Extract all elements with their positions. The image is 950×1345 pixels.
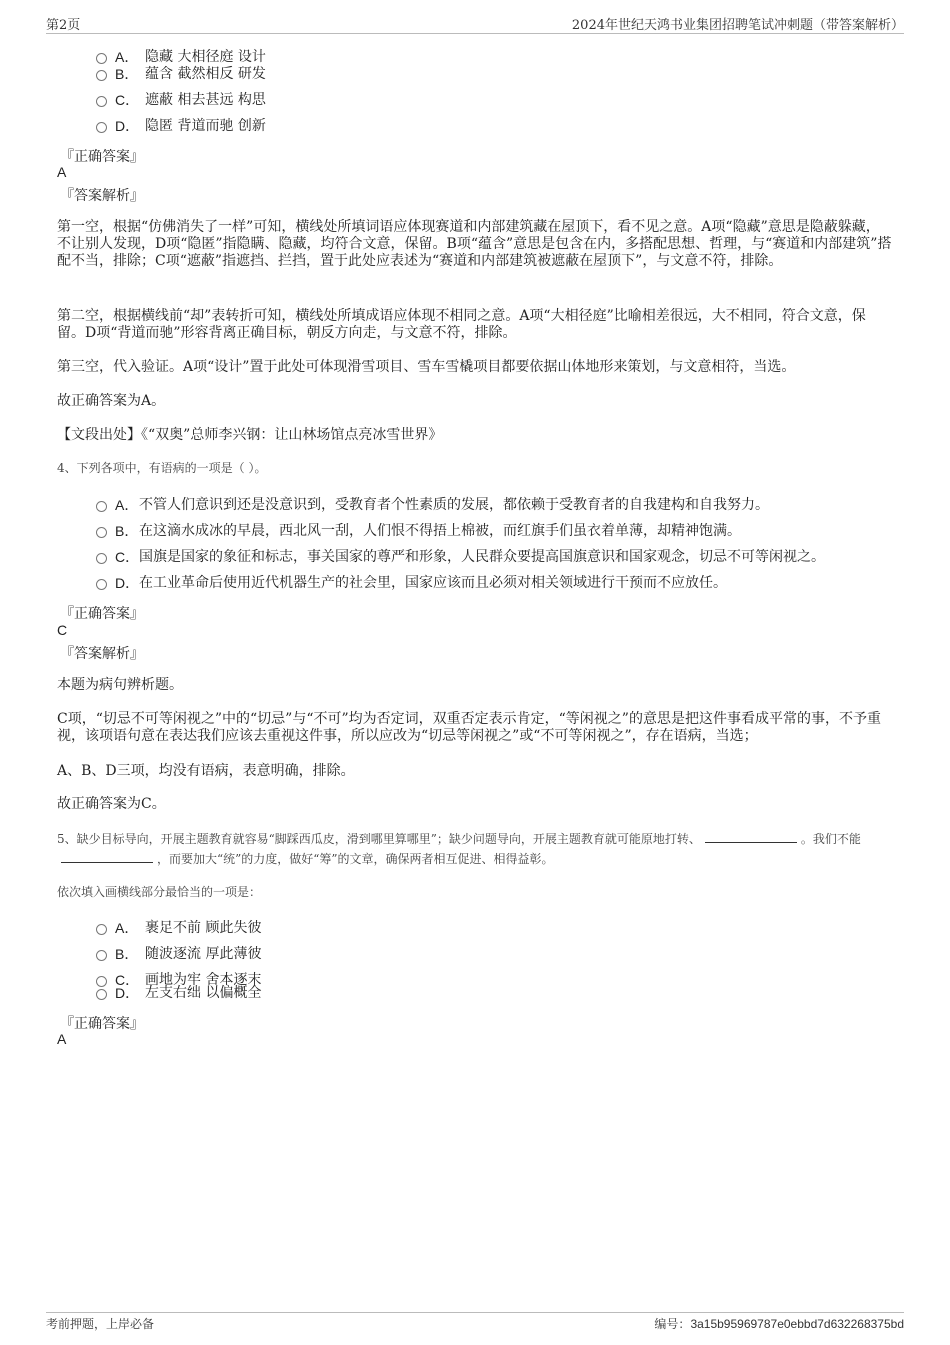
radio-icon[interactable] bbox=[96, 553, 107, 564]
radio-icon[interactable] bbox=[96, 924, 107, 935]
analysis-label: 『答案解析』 bbox=[60, 646, 144, 662]
option-letter: C． bbox=[115, 549, 140, 565]
page-number: 第2页 bbox=[46, 18, 81, 33]
option-letter: B． bbox=[115, 66, 139, 82]
footer-divider bbox=[46, 1312, 904, 1313]
fill-blank bbox=[61, 852, 153, 863]
q4-option-b[interactable] bbox=[96, 523, 741, 539]
q3-option-b[interactable] bbox=[96, 66, 266, 82]
radio-icon[interactable] bbox=[96, 579, 107, 590]
answer-value: C bbox=[57, 622, 68, 638]
option-text: 在这滴水成冰的早晨，西北风一刮，人们恨不得捂上棉被，而红旗手们虽衣着单薄，却精神饱满。 bbox=[139, 523, 741, 539]
answer-label: 『正确答案』 bbox=[60, 149, 144, 165]
document-title: 2024年世纪天鸿书业集团招聘笔试冲刺题（带答案解析） bbox=[571, 18, 904, 33]
source-citation: 【文段出处】《“双奥”总师李兴钢：让山林场馆点亮冰雪世界》 bbox=[57, 427, 443, 443]
answer-label: 『正确答案』 bbox=[60, 1016, 144, 1032]
option-text: 遮蔽 相去甚远 构思 bbox=[145, 92, 266, 108]
option-letter: D． bbox=[115, 985, 140, 1001]
question-text: 。我们不能 bbox=[800, 832, 861, 846]
analysis-paragraph: 第二空，根据横线前“却”表转折可知，横线处所填成语应体现不相同之意。A项“大相径庭”比喻相差很远，大不相同，符合文意，保留。D项“背道而驰”形容背离正确目标，朝反方向走，与文意不符，排除。 bbox=[57, 308, 866, 341]
question-5-instruction: 依次填入画横线部分最恰当的一项是： bbox=[57, 885, 262, 899]
q3-option-c[interactable] bbox=[96, 92, 266, 108]
radio-icon[interactable] bbox=[96, 989, 107, 1000]
header-divider bbox=[46, 33, 904, 34]
q3-option-d[interactable] bbox=[96, 118, 266, 134]
option-text: 左支右绌 以偏概全 bbox=[145, 985, 262, 1001]
option-text: 裹足不前 顾此失彼 bbox=[145, 920, 262, 936]
fill-blank bbox=[705, 832, 797, 843]
option-letter: A． bbox=[115, 920, 139, 936]
radio-icon[interactable] bbox=[96, 122, 107, 133]
question-5-stem bbox=[57, 829, 903, 869]
option-letter: C． bbox=[115, 92, 140, 108]
option-letter: A． bbox=[115, 497, 139, 513]
q5-option-a[interactable] bbox=[96, 920, 261, 936]
option-text: 画地为牢 舍本逐末 bbox=[145, 972, 262, 988]
q4-option-a[interactable] bbox=[96, 497, 769, 513]
analysis-paragraph: 本题为病句辨析题。 bbox=[57, 677, 183, 693]
option-letter: C． bbox=[115, 972, 140, 988]
footer-code bbox=[654, 1315, 904, 1332]
code-value: 3a15b95969787e0ebbd7d632268375bd bbox=[690, 1317, 904, 1331]
analysis-paragraph: 第三空，代入验证。A项“设计”置于此处可体现滑雪项目、雪车雪橇项目都要依据山体地形来策划，与文意相符，当选。 bbox=[57, 359, 796, 375]
q4-option-c[interactable] bbox=[96, 549, 825, 565]
radio-icon[interactable] bbox=[96, 950, 107, 961]
analysis-paragraph: C项，“切忌不可等闲视之”中的“切忌”与“不可”均为否定词，双重否定表示肯定，“等闲视之”的意思是把这件事看成平常的事，不予重视，该项语句意在表达我们应该去重视这件事，所以应改为“切忌等闲视之”或“不可等闲视之”，存在语病，当选； bbox=[57, 711, 881, 744]
analysis-paragraph: 故正确答案为C。 bbox=[57, 796, 166, 812]
answer-value: A bbox=[57, 1031, 67, 1047]
question-text: 5、缺少目标导向，开展主题教育就容易“脚踩西瓜皮，滑到哪里算哪里”；缺少问题导向，开展主题教育就可能原地打转、 bbox=[57, 832, 701, 846]
option-letter: D． bbox=[115, 575, 140, 591]
option-text: 不管人们意识到还是没意识到，受教育者个性素质的发展，都依赖于受教育者的自我建构和自我努力。 bbox=[139, 497, 769, 513]
code-label: 编号： bbox=[654, 1317, 691, 1331]
option-letter: B． bbox=[115, 523, 139, 539]
option-letter: B． bbox=[115, 946, 139, 962]
option-text: 蕴含 截然相反 研发 bbox=[145, 66, 266, 82]
analysis-label: 『答案解析』 bbox=[60, 188, 144, 204]
radio-icon[interactable] bbox=[96, 53, 107, 64]
radio-icon[interactable] bbox=[96, 501, 107, 512]
answer-label: 『正确答案』 bbox=[60, 606, 144, 622]
radio-icon[interactable] bbox=[96, 96, 107, 107]
option-text: 在工业革命后使用近代机器生产的社会里，国家应该而且必须对相关领域进行干预而不应放任。 bbox=[139, 575, 727, 591]
option-text: 随波逐流 厚此薄彼 bbox=[145, 946, 262, 962]
answer-value: A bbox=[57, 164, 67, 180]
analysis-paragraph: 第一空，根据“仿佛消失了一样”可知，横线处所填词语应体现赛道和内部建筑藏在屋顶下，看不见之意。A项“隐藏”意思是隐蔽躲藏，不让别人发现，D项“隐匿”指隐瞒、隐藏，均符合文意，保留。B项“蕴含”意思是包含在内，多搭配思想、哲理，与“赛道和内部建筑”搭配不当，排除；C项“遮蔽”指遮挡、拦挡，置于此处应表述为“赛道和内部建筑被遮蔽在屋顶下”，与文意不符，排除。 bbox=[57, 219, 892, 269]
option-text: 隐匿 背道而驰 创新 bbox=[145, 118, 266, 134]
q4-option-d[interactable] bbox=[96, 575, 727, 591]
q3-option-a[interactable] bbox=[96, 49, 266, 65]
analysis-paragraph: A、B、D三项，均没有语病，表意明确，排除。 bbox=[57, 763, 355, 779]
option-letter: A． bbox=[115, 49, 139, 65]
q5-option-d[interactable] bbox=[96, 985, 261, 1001]
q5-option-b[interactable] bbox=[96, 946, 261, 962]
option-letter: D． bbox=[115, 118, 140, 134]
question-text: ，而要加大“统”的力度，做好“筹”的文章，确保两者相互促进、相得益彰。 bbox=[157, 852, 554, 866]
footer-slogan: 考前押题，上岸必备 bbox=[46, 1317, 155, 1331]
analysis-paragraph: 故正确答案为A。 bbox=[57, 393, 166, 409]
option-text: 国旗是国家的象征和标志，事关国家的尊严和形象，人民群众要提高国旗意识和国家观念，切忌不可等闲视之。 bbox=[139, 549, 825, 565]
radio-icon[interactable] bbox=[96, 527, 107, 538]
option-text: 隐藏 大相径庭 设计 bbox=[145, 49, 266, 65]
question-4-stem: 4、下列各项中，有语病的一项是（ ）。 bbox=[57, 461, 267, 475]
radio-icon[interactable] bbox=[96, 70, 107, 81]
